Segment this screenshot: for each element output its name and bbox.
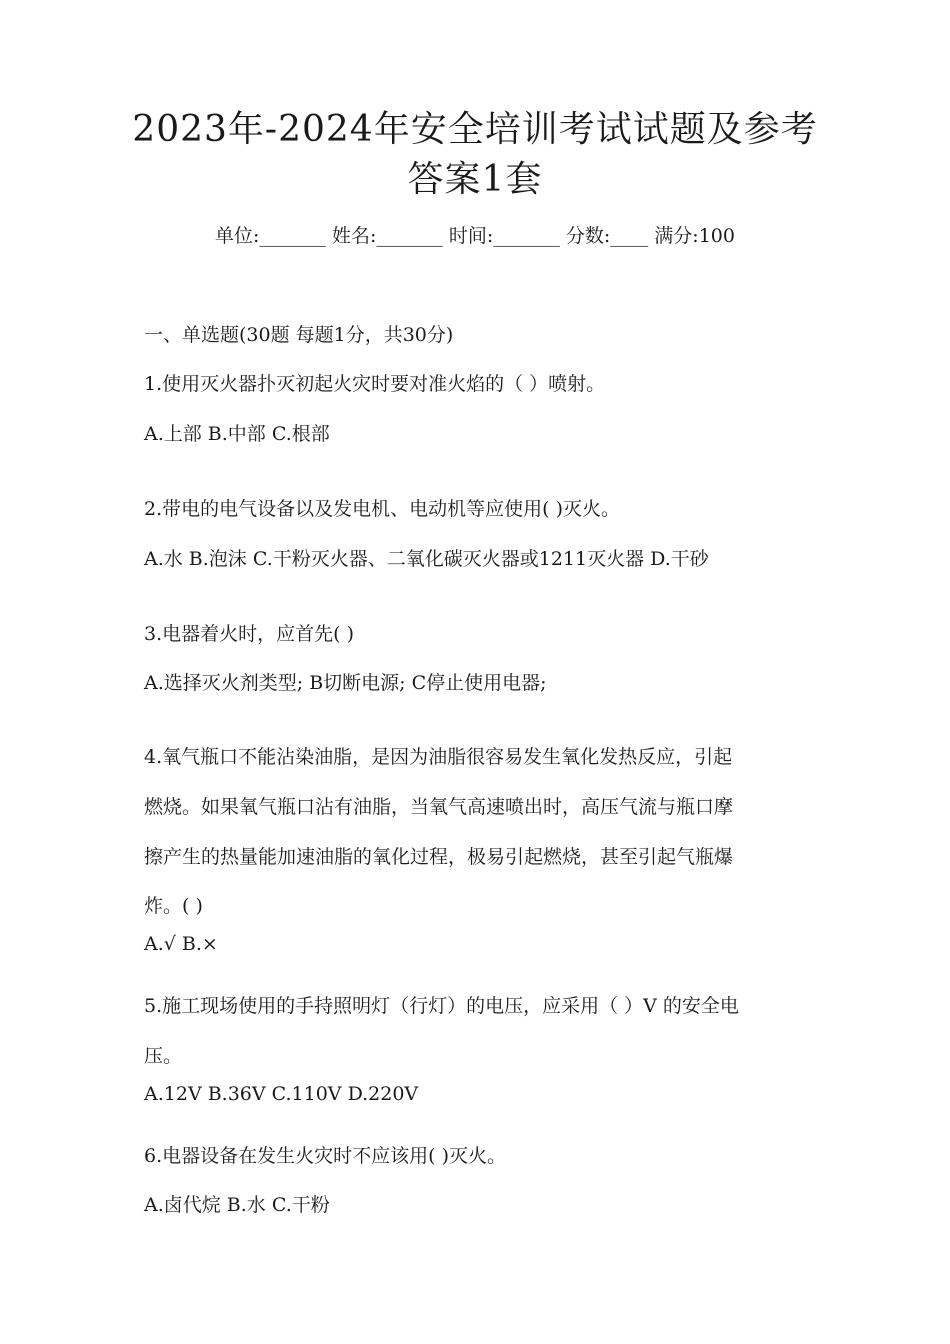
question-3-stem: 3.电器着火时，应首先( ) [144,623,354,645]
question-6-options: A.卤代烷 B.水 C.干粉 [144,1194,330,1216]
question-4-stem-line-4: 炸。( ) [144,895,203,917]
question-2-options: A.水 B.泡沫 C.干粉灭火器、二氧化碳灭火器或1211灭火器 D.干砂 [144,548,709,570]
question-4-stem-line-2: 燃烧。如果氧气瓶口沾有油脂，当氧气高速喷出时，高压气流与瓶口摩 [144,796,734,818]
question-5-stem-line-2: 压。 [144,1045,183,1067]
question-1-options: A.上部 B.中部 C.根部 [144,423,330,445]
question-6-stem: 6.电器设备在发生火灾时不应该用( )灭火。 [144,1145,506,1167]
exam-info-line: 单位:_______ 姓名:_______ 时间:_______ 分数:____ 满分:100 [215,225,735,247]
question-3-options: A.选择灭火剂类型; B切断电源; C停止使用电器; [144,672,547,694]
question-5-options: A.12V B.36V C.110V D.220V [144,1083,419,1105]
question-1-stem: 1.使用灭火器扑灭初起火灾时要对准火焰的（ ）喷射。 [144,373,606,395]
question-4-options: A.√ B.× [144,933,218,955]
section-heading: 一、单选题(30题 每题1分，共30分) [144,324,454,346]
question-4-stem-line-1: 4.氧气瓶口不能沾染油脂，是因为油脂很容易发生氧化发热反应，引起 [144,746,733,768]
question-5-stem-line-1: 5.施工现场使用的手持照明灯（行灯）的电压，应采用（ ）V 的安全电 [144,995,739,1017]
document-title-line-1: 2023年-2024年安全培训考试试题及参考 [132,109,818,150]
document-title-line-2: 答案1套 [407,159,543,200]
question-2-stem: 2.带电的电气设备以及发电机、电动机等应使用( )灭火。 [144,498,620,520]
question-4-stem-line-3: 擦产生的热量能加速油脂的氧化过程，极易引起燃烧，甚至引起气瓶爆 [144,846,734,868]
